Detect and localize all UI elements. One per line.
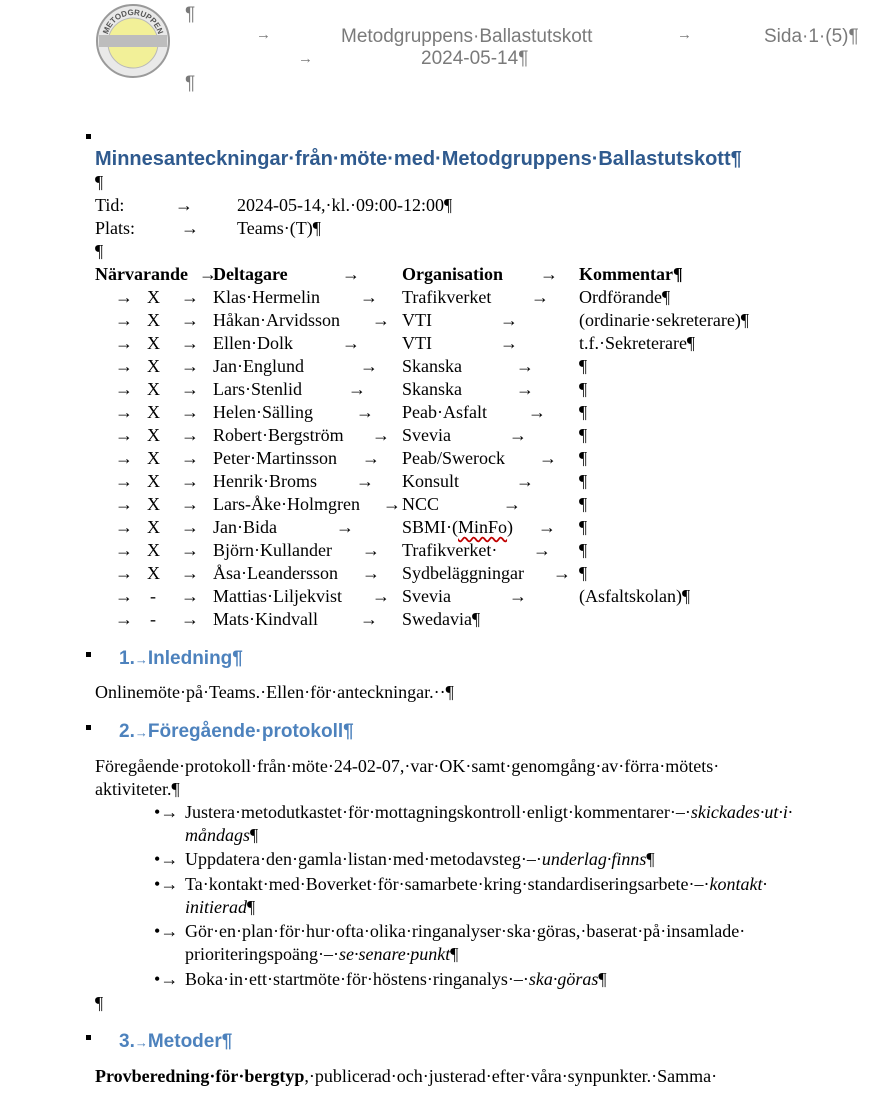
tab-arrow: → [298,50,313,67]
tab-arrow: → [372,425,390,445]
section-2-text: aktiviteter.¶ [95,779,180,799]
tab-arrow: → [115,356,133,376]
participant-comment: ¶ [579,563,588,583]
participant-comment: (ordinarie·sekreterare)¶ [579,310,750,330]
bullet-icon: •→ [154,802,179,822]
col-header-participant: Deltagare [213,264,288,284]
tab-arrow: → [677,26,692,43]
metodgruppen-logo [95,3,171,79]
participant-comment: ¶ [579,402,588,422]
tab-arrow: → [362,448,380,468]
participant-name: Mats·Kindvall [213,609,318,629]
list-item-text: Boka·in·ett·startmöte·för·höstens·ringanalys·–·ska·göras¶ [185,969,607,989]
participant-org: Swedavia¶ [402,609,481,629]
paragraph-marker [86,725,91,730]
present-mark: X [147,448,160,468]
participant-org: NCC [402,494,440,514]
tab-arrow: → [383,494,401,514]
participant-name: Helen·Sälling [213,402,313,422]
tab-arrow: → [181,356,199,376]
tab-arrow: → [336,517,354,537]
absent-mark: - [150,586,156,606]
tab-arrow: → [115,586,133,606]
tab-arrow: → [115,609,133,629]
col-header-comment: Kommentar¶ [579,264,683,284]
tab-arrow: → [356,402,374,422]
header-date: 2024-05-14¶ [421,48,529,69]
list-item-text: Uppdatera·den·gamla·listan·med·metodavsteg·–·underlag·finns¶ [185,849,655,869]
tab-arrow: → [528,402,546,422]
pilcrow-mark: ¶ [95,172,104,192]
present-mark: X [147,356,160,376]
tab-arrow: → [360,287,378,307]
tab-arrow: → [360,356,378,376]
present-mark: X [147,517,160,537]
tab-arrow: → [181,586,199,606]
participant-org: Peab/Swerock [402,448,505,468]
participant-name: Robert·Bergström [213,425,344,445]
section-3-heading: 3.→Metoder¶ [119,1031,233,1052]
tab-arrow: → [181,402,199,422]
participant-comment: ¶ [579,448,588,468]
participant-name: Mattias·Liljekvist [213,586,342,606]
participant-org: SBMI·(MinFo) [402,517,514,537]
participant-name: Åsa·Leandersson [213,563,338,583]
tab-arrow: → [509,586,527,606]
participant-org: Skanska [402,379,462,399]
tab-arrow: → [115,333,133,353]
header-title: Metodgruppens·Ballastutskott [341,26,593,47]
place-label: Plats: [95,218,136,238]
present-mark: X [147,540,160,560]
list-item-text: Gör·en·plan·för·hur·ofta·olika·ringanalyser·ska·göras,·baserat·på·insamlade· [185,921,746,941]
participant-comment: (Asfaltskolan)¶ [579,586,691,606]
pilcrow-mark: ¶ [95,993,104,1013]
participant-name: Ellen·Dolk [213,333,293,353]
present-mark: X [147,494,160,514]
participant-comment: Ordförande¶ [579,287,671,307]
tab-arrow: → [356,471,374,491]
list-item-text: måndags¶ [185,825,259,845]
tab-arrow: → [342,264,360,284]
paragraph-marker [86,1035,91,1040]
bullet-icon: •→ [154,874,179,894]
absent-mark: - [150,609,156,629]
participant-name: Björn·Kullander [213,540,332,560]
list-item-text: prioriteringspoäng·–·se·senare·punkt¶ [185,944,459,964]
participant-name: Henrik·Broms [213,471,317,491]
tab-arrow: → [516,356,534,376]
document-heading: Minnesanteckningar·från·möte·med·Metodgruppens·Ballastutskott¶ [95,148,742,170]
tab-arrow: → [115,448,133,468]
tab-arrow: → [181,218,199,238]
tab-arrow: → [540,264,558,284]
participant-comment: ¶ [579,540,588,560]
logo-text: METODGRUPPEN [101,7,165,36]
bullet-icon: •→ [154,921,179,941]
tab-arrow: → [503,494,521,514]
tab-arrow: → [362,540,380,560]
tab-arrow: → [372,310,390,330]
tab-arrow: → [553,563,571,583]
participant-org: Sydbeläggningar [402,563,524,583]
tab-arrow: → [115,471,133,491]
participant-comment: ¶ [579,471,588,491]
participant-name: Peter·Martinsson [213,448,337,468]
tab-arrow: → [181,563,199,583]
section-1-heading: 1.→Inledning¶ [119,648,243,669]
participant-org: Skanska [402,356,462,376]
participant-name: Jan·Englund [213,356,304,376]
bullet-icon: •→ [154,969,179,989]
tab-arrow: → [115,540,133,560]
section-1-text: Onlinemöte·på·Teams.·Ellen·för·anteckningar.··¶ [95,682,454,702]
tab-arrow: → [115,402,133,422]
present-mark: X [147,471,160,491]
tab-arrow: → [362,563,380,583]
participant-comment: ¶ [579,379,588,399]
participant-comment: ¶ [579,517,588,537]
present-mark: X [147,310,160,330]
participant-org: Svevia [402,586,451,606]
paragraph-marker [86,652,91,657]
participant-org: Svevia [402,425,451,445]
tab-arrow: → [115,494,133,514]
present-mark: X [147,333,160,353]
tab-arrow: → [500,333,518,353]
list-item-text: Ta·kontakt·med·Boverket·för·samarbete·kring·standardiseringsarbete·–·kontakt· [185,874,767,894]
section-3-text: Provberedning·för·bergtyp,·publicerad·och·justerad·efter·våra·synpunkter.·Samma· [95,1066,718,1086]
section-2-text: Föregående·protokoll·från·möte·24-02-07,·var·OK·samt·genomgång·av·förra·mötets· [95,756,720,776]
tab-arrow: → [181,287,199,307]
tab-arrow: → [533,540,551,560]
participant-org: Konsult [402,471,460,491]
present-mark: X [147,379,160,399]
tab-arrow: → [516,379,534,399]
tab-arrow: → [348,379,366,399]
col-header-present: Närvarande [95,264,188,284]
participant-org: Trafikverket· [402,540,498,560]
participant-name: Lars·Stenlid [213,379,302,399]
participant-name: Jan·Bida [213,517,277,537]
tab-arrow: → [181,310,199,330]
pilcrow-mark: ¶ [185,73,196,94]
tab-arrow: → [372,586,390,606]
tab-arrow: → [181,333,199,353]
tab-arrow: → [115,563,133,583]
tab-arrow: → [115,287,133,307]
bullet-icon: •→ [154,849,179,869]
tab-arrow: → [516,471,534,491]
tab-arrow: → [115,379,133,399]
participant-org: VTI [402,310,432,330]
tab-arrow: → [175,195,193,215]
place-value: Teams·(T)¶ [237,218,321,238]
tab-arrow: → [181,540,199,560]
present-mark: X [147,563,160,583]
tab-arrow: → [181,609,199,629]
participant-comment: ¶ [579,494,588,514]
tab-arrow: → [538,517,556,537]
tab-arrow: → [115,517,133,537]
tab-arrow: → [181,448,199,468]
participant-comment: t.f.·Sekreterare¶ [579,333,696,353]
tab-arrow: → [531,287,549,307]
tab-arrow: → [360,609,378,629]
present-mark: X [147,287,160,307]
participant-org: Trafikverket [402,287,492,307]
time-label: Tid: [95,195,125,215]
tab-arrow: → [539,448,557,468]
pilcrow-mark: ¶ [185,4,196,25]
participant-org: Peab·Asfalt [402,402,487,422]
tab-arrow: → [181,517,199,537]
tab-arrow: → [115,310,133,330]
list-item-text: initierad¶ [185,897,256,917]
tab-arrow: → [199,264,217,284]
list-item-text: Justera·metodutkastet·för·mottagningskontroll·enligt·kommentarer·–·skickades·ut·i· [185,802,793,822]
tab-arrow: → [256,26,271,43]
section-2-heading: 2.→Föregående·protokoll¶ [119,721,354,742]
page-number: Sida·1·(5)¶ [764,26,859,47]
time-value: 2024-05-14,·kl.·09:00-12:00¶ [237,195,453,215]
col-header-organisation: Organisation [402,264,504,284]
tab-arrow: → [181,379,199,399]
participant-org: VTI [402,333,432,353]
present-mark: X [147,402,160,422]
tab-arrow: → [500,310,518,330]
pilcrow-mark: ¶ [95,241,104,261]
participant-name: Håkan·Arvidsson [213,310,340,330]
tab-arrow: → [181,494,199,514]
paragraph-marker [86,134,91,139]
tab-arrow: → [115,425,133,445]
participant-name: Lars-Åke·Holmgren [213,494,360,514]
participant-name: Klas·Hermelin [213,287,320,307]
tab-arrow: → [509,425,527,445]
tab-arrow: → [181,471,199,491]
tab-arrow: → [342,333,360,353]
tab-arrow: → [181,425,199,445]
participant-comment: ¶ [579,425,588,445]
present-mark: X [147,425,160,445]
participant-comment: ¶ [579,356,588,376]
